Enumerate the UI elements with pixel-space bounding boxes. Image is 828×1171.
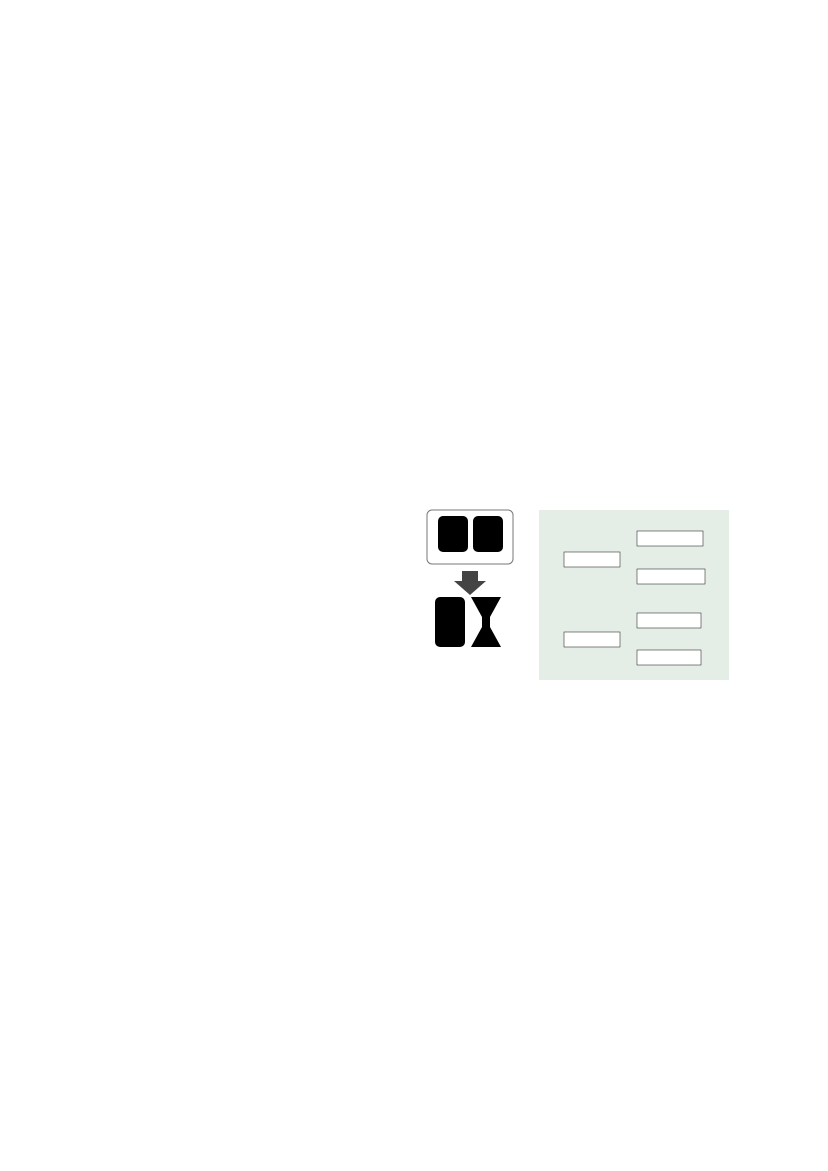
english-anchor-box [564, 632, 620, 647]
english-negative-box [637, 650, 701, 665]
figure-2-charts [425, 732, 730, 867]
down-arrow-icon [454, 571, 486, 595]
english-positive-box [637, 613, 701, 628]
right-column [427, 934, 732, 951]
encoder-block [435, 597, 465, 647]
cross-anchor-box [564, 552, 620, 567]
cross-positive-box [637, 531, 703, 546]
red-block [438, 516, 468, 552]
lora-hourglass-icon [471, 597, 501, 647]
blue-block [473, 516, 503, 552]
figure-1-diagram [425, 508, 730, 686]
cross-negative-box [637, 569, 705, 584]
